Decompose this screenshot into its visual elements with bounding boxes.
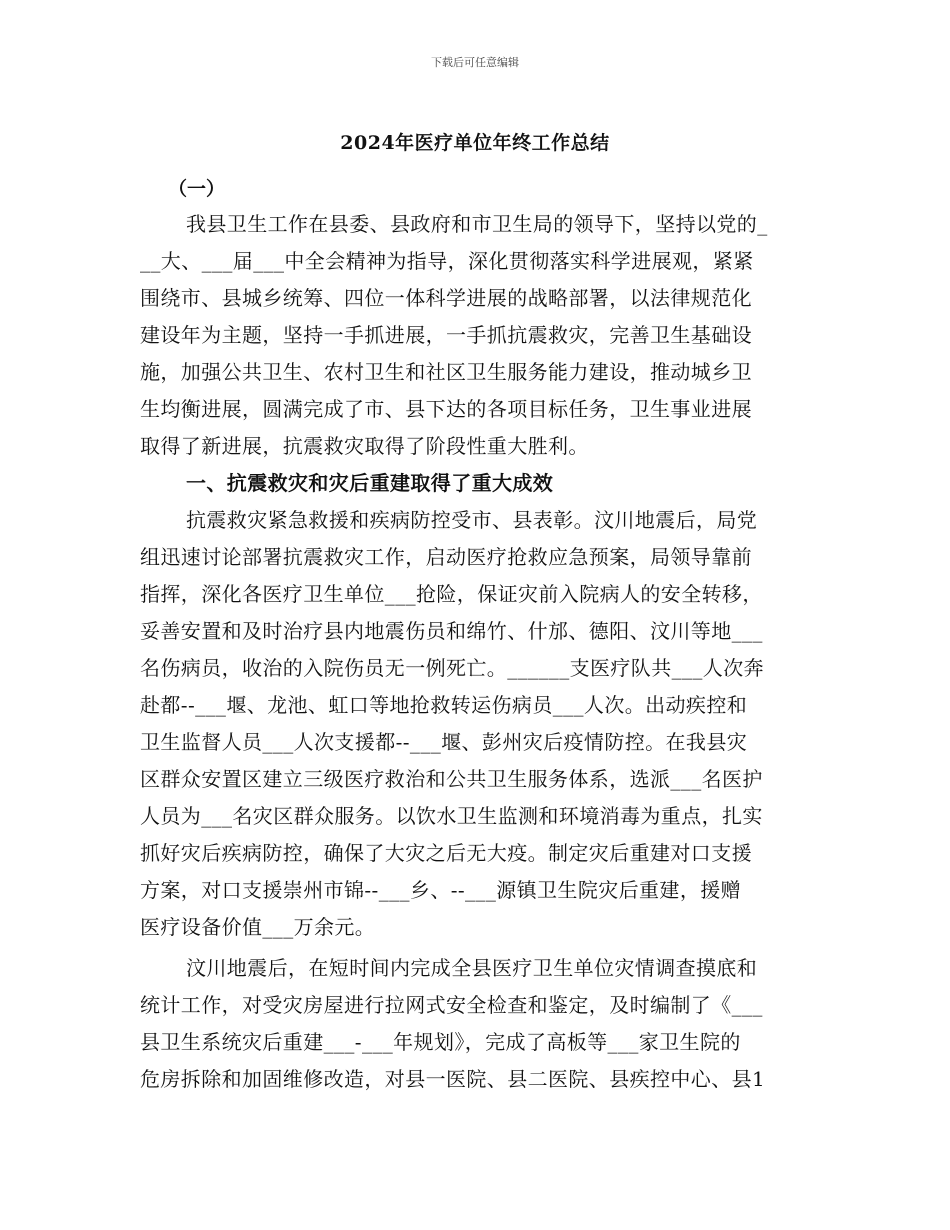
paragraph-line: 抓好灾后疾病防控，确保了大灾之后无大疫。制定灾后重建对口支援 xyxy=(140,841,752,865)
paragraph-line: 建设年为主题，坚持一手抓进展，一手抓抗震救灾，完善卫生基础设 xyxy=(140,323,752,347)
paragraph-line: 方案，对口支援崇州市锦--___乡、--___源镇卫生院灾后重建，援赠 xyxy=(140,878,742,902)
paragraph-line: 生均衡进展，圆满完成了市、县下达的各项目标任务，卫生事业进展 xyxy=(140,397,752,421)
paragraph-line: 危房拆除和加固维修改造，对县一医院、县二医院、县疾控中心、县1 xyxy=(140,1067,766,1091)
paragraph-line: __大、___届___中全会精神为指导，深化贯彻落实科学进展观，紧紧 xyxy=(140,249,754,273)
paragraph-line: 县卫生系统灾后重建___-___年规划》，完成了高板等___家卫生院的 xyxy=(140,1030,741,1054)
paragraph-line: 区群众安置区建立三级医疗救治和公共卫生服务体系，选派___名医护 xyxy=(140,767,763,791)
document-title: 2024年医疗单位年终工作总结 xyxy=(340,132,610,154)
header-note: 下载后可任意编辑 xyxy=(431,56,519,69)
paragraph-line: 汶川地震后，在短时间内完成全县医疗卫生单位灾情调查摸底和 xyxy=(186,956,758,980)
paragraph-line: 卫生监督人员___人次支援都--___堰、彭州灾后疫情防控。在我县灾 xyxy=(140,730,748,754)
paragraph-line: 我县卫生工作在县委、县政府和市卫生局的领导下，坚持以党的_ xyxy=(186,212,768,236)
paragraph-line: 指挥，深化各医疗卫生单位___抢险，保证灾前入院病人的安全转移， xyxy=(140,582,763,606)
paragraph-line: 妥善安置和及时治疗县内地震伤员和绵竹、什邡、德阳、汶川等地___ xyxy=(140,619,763,643)
paragraph-line: 施，加强公共卫生、农村卫生和社区卫生服务能力建设，推动城乡卫 xyxy=(140,360,752,384)
paragraph-line: 抗震救灾紧急救援和疾病防控受市、县表彰。汶川地震后，局党 xyxy=(186,508,758,532)
paragraph-line: 人员为___名灾区群众服务。以饮水卫生监测和环境消毒为重点，扎实 xyxy=(140,804,763,828)
paragraph-line: 赴都--___堰、龙池、虹口等地抢救转运伤病员___人次。出动疾控和 xyxy=(140,693,748,717)
paragraph-line: 名伤病员，收治的入院伤员无一例死亡。______支医疗队共___人次奔 xyxy=(140,656,764,680)
section-heading: 一、抗震救灾和灾后重建取得了重大成效 xyxy=(186,471,554,495)
paragraph-line: 组迅速讨论部署抗震救灾工作，启动医疗抢救应急预案，局领导靠前 xyxy=(140,545,752,569)
paragraph-line: 统计工作，对受灾房屋进行拉网式安全检查和鉴定，及时编制了《___ xyxy=(140,993,763,1017)
section-marker: （一） xyxy=(168,178,226,200)
paragraph-line: 取得了新进展，抗震救灾取得了阶段性重大胜利。 xyxy=(140,434,589,458)
paragraph-line: 医疗设备价值___万余元。 xyxy=(140,915,376,939)
paragraph-line: 围绕市、县城乡统筹、四位一体科学进展的战略部署，以法律规范化 xyxy=(140,286,752,310)
